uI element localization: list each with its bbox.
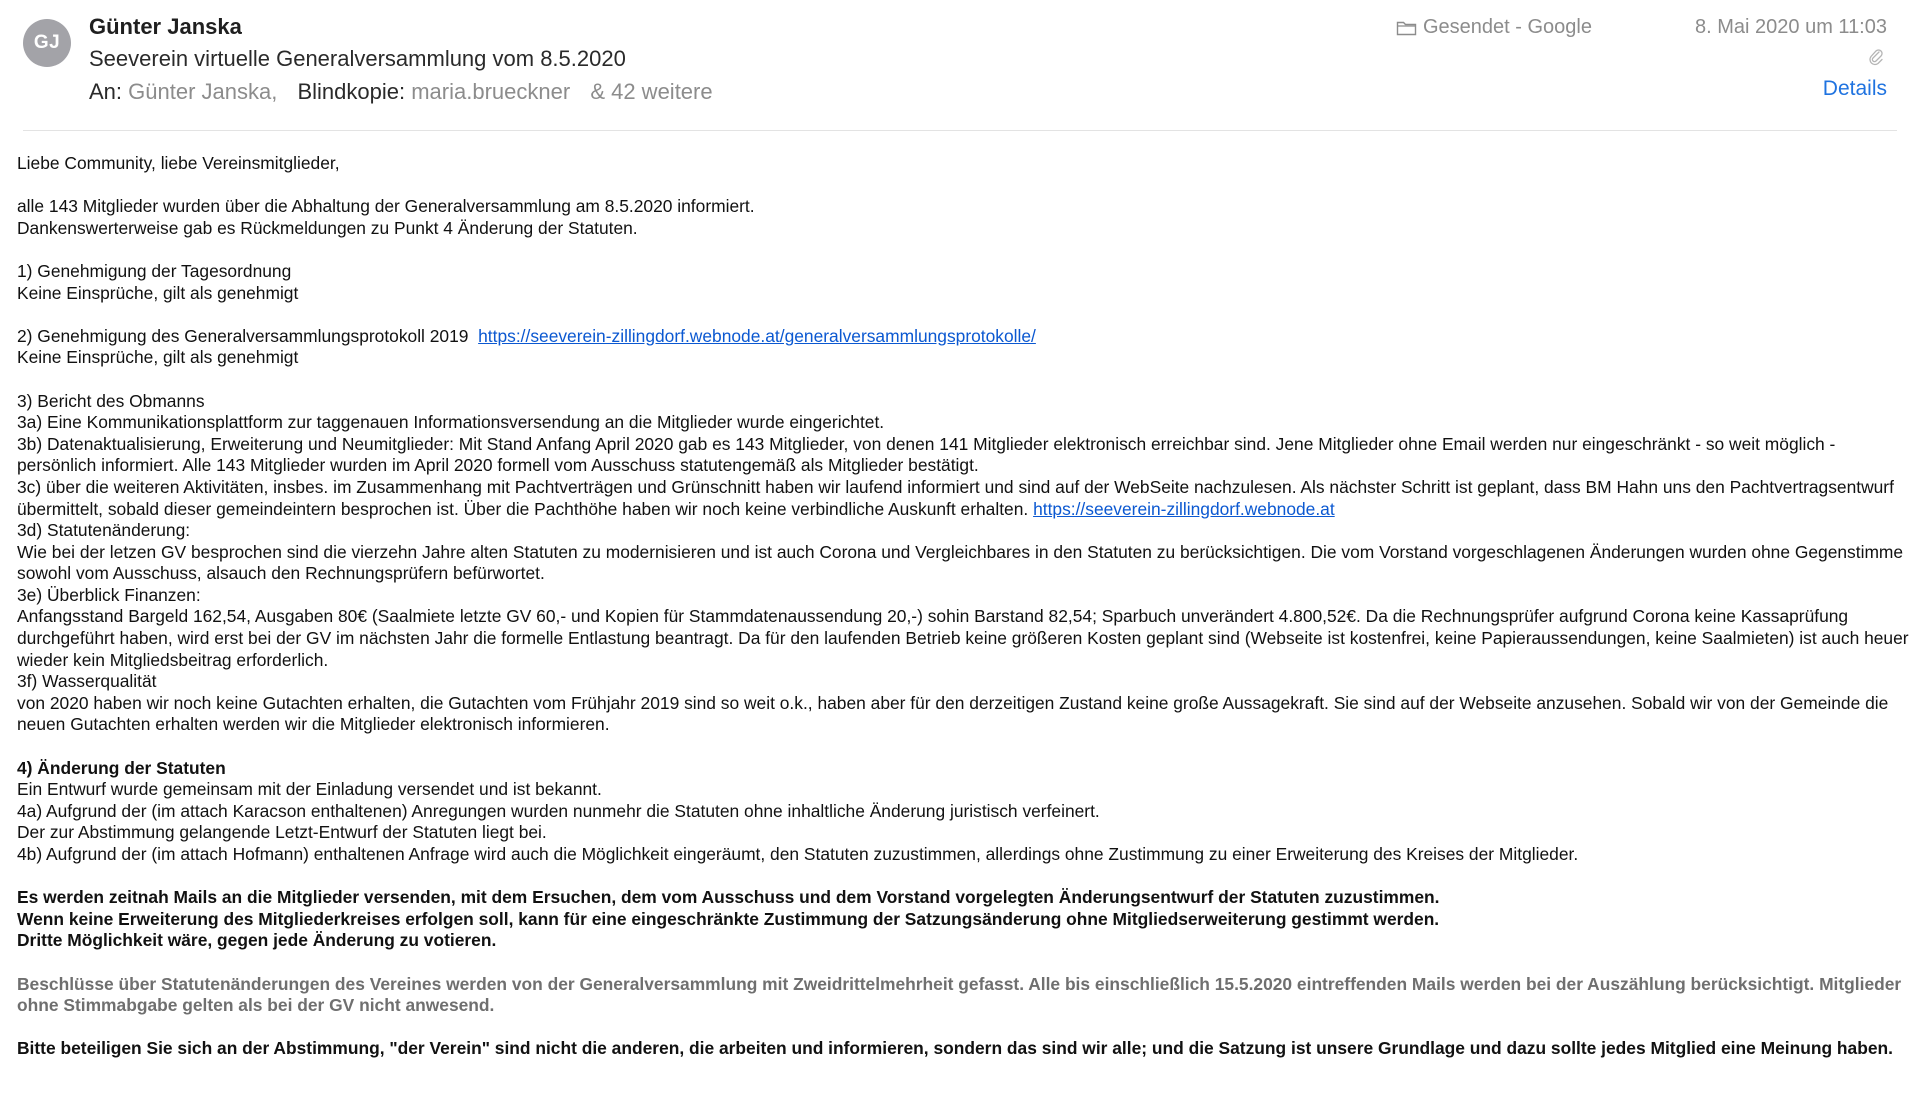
item-3e-title: 3e) Überblick Finanzen: bbox=[17, 584, 201, 605]
intro-line-1: alle 143 Mitglieder wurden über die Abhaltung der Generalversammlung am 8.5.2020 informiert. bbox=[17, 196, 755, 217]
greeting: Liebe Community, liebe Vereinsmitglieder, bbox=[17, 153, 340, 173]
bold-line-3: Dritte Möglichkeit wäre, gegen jede Änderung zu votieren. bbox=[17, 930, 497, 951]
message-date: 8. Mai 2020 um 11:03 bbox=[1695, 16, 1887, 38]
recipients-line bbox=[89, 79, 713, 105]
item-3b: 3b) Datenaktualisierung, Erweiterung und Neumitglieder: Mit Stand Anfang April 2020 gab es 143 Mitglieder, von denen 141 Mitglieder elektronisch erreichbar sind. Jene Mitglieder ohne Email werden nur eingeschränkt - so weit möglich - persönlich informiert. Alle 143 Mitglieder wurden im April 2020 formell vom Ausschuss statutengemäß als Mitglieder bestätigt. bbox=[17, 433, 1836, 476]
item-1-title: 1) Genehmigung der Tagesordnung bbox=[17, 260, 292, 281]
protocol-link[interactable]: https://seeverein-zillingdorf.webnode.at/generalversammlungsprotokolle/ bbox=[478, 325, 1036, 346]
details-link[interactable]: Details bbox=[1822, 77, 1887, 100]
item-4b: 4b) Aufgrund der (im attach Hofmann) enthaltenen Anfrage wird auch die Möglichkeit eingeräumt, den Statuten zuzustimmen, allerdings ohne Zustimmung zu einer Erweiterung des Kreises der Mitglieder. bbox=[17, 844, 1579, 864]
item-3f-text: von 2020 haben wir noch keine Gutachten erhalten, die Gutachten vom Frühjahr 2019 sind so weit o.k., haben aber für den derzeitigen Zustand keine große Aussagekraft. Sie sind auf der Webseite anzusehen. Sobald wir von der Gemeinde die neuen Gutachten erhalten werden wir die Mitglieder elektronisch informieren. bbox=[17, 692, 1889, 735]
item-2-title: 2) Genehmigung des Generalversammlungsprotokoll 2019 bbox=[17, 325, 469, 346]
more-recipients[interactable]: & 42 weitere bbox=[590, 79, 713, 104]
item-3f-title: 3f) Wasserqualität bbox=[17, 671, 157, 692]
folder-icon bbox=[1396, 20, 1417, 36]
closing-appeal: Bitte beteiligen Sie sich an der Abstimmung, "der Verein" sind nicht die anderen, die arbeiten und informieren, sondern das sind wir alle; und die Satzung ist unsere Grundlage und dazu sollte jedes Mitglied eine Meinung haben. bbox=[17, 1038, 1893, 1059]
bold-line-2: Wenn keine Erweiterung des Mitgliederkreises erfolgen soll, kann für eine eingeschränkte Zustimmung der Satzungsänderung ohne Mitgliedserweiterung gestimmt werden. bbox=[17, 908, 1440, 929]
paperclip-icon bbox=[1868, 48, 1884, 66]
voting-rules: Beschlüsse über Statutenänderungen des Vereines werden von der Generalversammlung mit Zweidrittelmehrheit gefasst. Alle bis einschließlich 15.5.2020 eintreffenden Mails werden bei der Auszählung berücksichtigt. Mitglieder ohne Stimmabgabe gelten als bei der GV nicht anwesend. bbox=[17, 973, 1902, 1016]
item-4-title: 4) Änderung der Statuten bbox=[17, 757, 226, 778]
item-2-line bbox=[17, 326, 1913, 348]
sender-name[interactable]: Günter Janska bbox=[89, 14, 242, 39]
item-3e-text: Anfangsstand Bargeld 162,54, Ausgaben 80€ (Saalmiete letzte GV 60,- und Kopien für Stammdatenaussendung 20,-) sohin Barstand 82,54; Sparbuch unverändert 4.800,52€. Da die Rechnungsprüfer aufgrund Corona keine Kassaprüfung durchgeführt haben, wird erst bei der GV im nächsten Jahr die formelle Entlastung beantragt. Da für den laufenden Betrieb keine größeren Kosten geplant sind (Webseite ist kostenfrei, keine Papieraussendungen, keine Saalmieten) ist auch heuer wieder kein Mitgliedsbeitrag erforderlich. bbox=[17, 606, 1909, 670]
website-link[interactable]: https://seeverein-zillingdorf.webnode.at bbox=[1033, 498, 1335, 519]
item-4-text: Ein Entwurf wurde gemeinsam mit der Einladung versendet und ist bekannt. bbox=[17, 779, 602, 800]
item-3-title: 3) Bericht des Obmanns bbox=[17, 390, 205, 411]
item-2-text: Keine Einsprüche, gilt als genehmigt bbox=[17, 347, 299, 368]
item-4a-2: Der zur Abstimmung gelangende Letzt-Entwurf der Statuten liegt bei. bbox=[17, 822, 547, 843]
header-divider bbox=[23, 130, 1897, 131]
sender-avatar[interactable]: GJ bbox=[23, 19, 71, 67]
bold-line-1: Es werden zeitnah Mails an die Mitglieder versenden, mit dem Ersuchen, dem vom Ausschuss und dem Vorstand vorgelegten Änderungsentwurf der Statuten zuzustimmen. bbox=[17, 887, 1440, 908]
message-subject: Seeverein virtuelle Generalversammlung vom 8.5.2020 bbox=[89, 46, 626, 71]
item-3c bbox=[17, 477, 1913, 520]
message-body bbox=[17, 153, 1913, 1060]
item-3d-title: 3d) Statutenänderung: bbox=[17, 520, 191, 541]
bcc-recipient[interactable]: maria.brueckner bbox=[411, 79, 571, 104]
to-label: An: bbox=[89, 79, 123, 104]
bcc-label: Blindkopie: bbox=[297, 79, 406, 104]
intro-line-2: Dankenswerterweise gab es Rückmeldungen zu Punkt 4 Änderung der Statuten. bbox=[17, 217, 638, 238]
item-3c-text: 3c) über die weiteren Aktivitäten, insbes. im Zusammenhang mit Pachtverträgen und Grünschnitt haben wir laufend informiert und sind auf der WebSeite nachzulesen. Als nächster Schritt ist geplant, dass BM Hahn uns den Pachtvertragsentwurf übermittelt, sobald dieser gemeindeintern besprochen ist. Über die Pachthöhe haben wir noch keine verbindliche Auskunft erhalten. bbox=[17, 476, 1894, 519]
mailbox-name: Gesendet - Google bbox=[1423, 16, 1592, 38]
to-recipient[interactable]: Günter Janska, bbox=[128, 79, 278, 104]
item-4a: 4a) Aufgrund der (im attach Karacson enthaltenen) Anregungen wurden nunmehr die Statuten ohne inhaltliche Änderung juristisch verfeinert. bbox=[17, 800, 1100, 821]
item-1-text: Keine Einsprüche, gilt als genehmigt bbox=[17, 282, 299, 303]
mailbox-label bbox=[1396, 16, 1592, 39]
item-3a: 3a) Eine Kommunikationsplattform zur taggenauen Informationsversendung an die Mitglieder wurde eingerichtet. bbox=[17, 412, 885, 433]
item-3d-text: Wie bei der letzen GV besprochen sind die vierzehn Jahre alten Statuten zu modernisieren und ist auch Corona und Vergleichbares in den Statuten zu berücksichtigen. Die vom Vorstand vorgeschlagenen Änderungen wurden ohne Gegenstimme sowohl vom Ausschuss, alsauch den Rechnungsprüfern befürwortet. bbox=[17, 541, 1904, 584]
message-header bbox=[0, 0, 1920, 131]
